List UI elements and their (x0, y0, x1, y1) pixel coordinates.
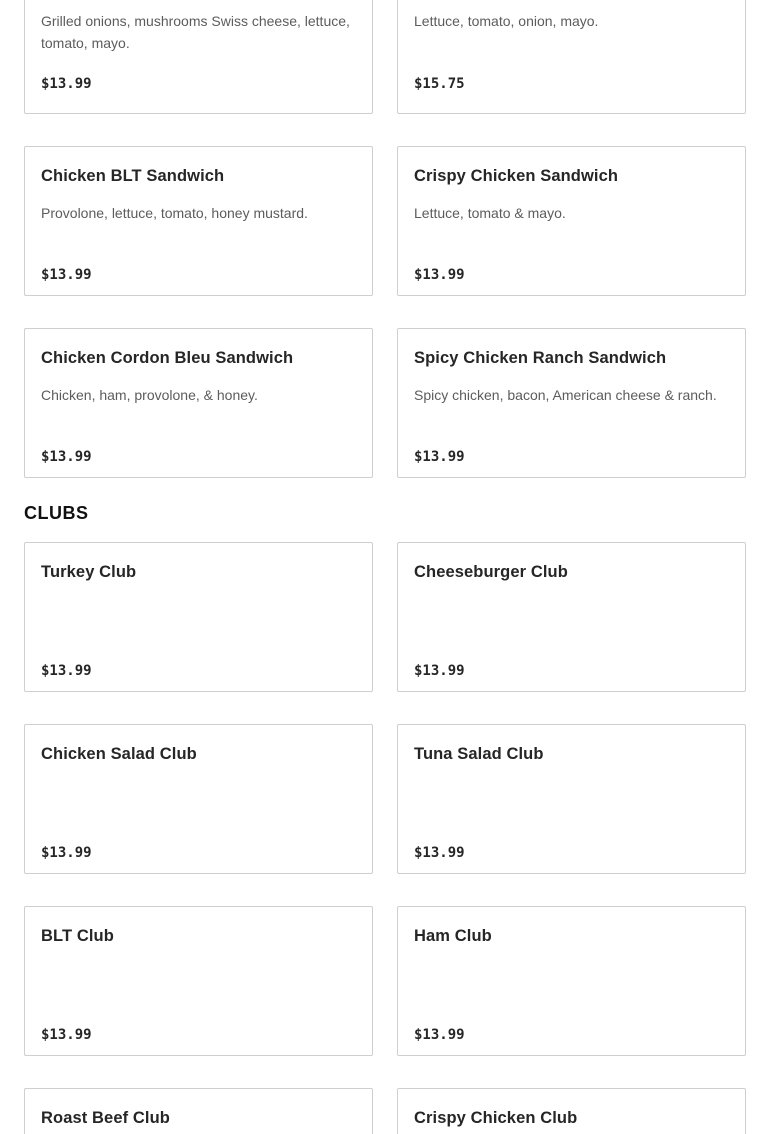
menu-item-price: $15.75 (414, 76, 465, 92)
menu-item-name: BLT Club (41, 927, 114, 945)
menu-item-name: Crispy Chicken Club (414, 1109, 578, 1127)
menu-item-card[interactable] (24, 0, 373, 114)
menu-item-price: $13.99 (414, 449, 465, 465)
menu-item-card[interactable] (397, 906, 746, 1056)
menu-item-price: $13.99 (41, 1027, 92, 1043)
menu-item-name: Tuna Salad Club (414, 745, 544, 763)
menu-item-card[interactable] (397, 724, 746, 874)
menu-item-price: $13.99 (414, 663, 465, 679)
menu-item-description: Grilled onions, mushrooms Swiss cheese, lettuce, tomato, mayo. (41, 13, 350, 51)
menu-item-price: $13.99 (414, 1027, 465, 1043)
menu-item-name: Ham Club (414, 927, 492, 945)
menu-item-card[interactable] (397, 146, 746, 296)
menu-item-name: Spicy Chicken Ranch Sandwich (414, 349, 667, 367)
menu-item-description: Spicy chicken, bacon, American cheese & ranch. (414, 387, 717, 403)
menu-item-card[interactable] (24, 724, 373, 874)
menu-item-description: Chicken, ham, provolone, & honey. (41, 387, 258, 403)
menu-item-price: $13.99 (414, 267, 465, 283)
menu-item-price: $13.99 (41, 663, 92, 679)
menu-item-name: Cheeseburger Club (414, 563, 568, 581)
menu-item-name: Roast Beef Club (41, 1109, 170, 1127)
menu-item-card[interactable] (397, 328, 746, 478)
menu-item-price: $13.99 (41, 845, 92, 861)
menu-item-price: $13.99 (414, 845, 465, 861)
menu-item-name: Turkey Club (41, 563, 137, 581)
menu-item-description: Provolone, lettuce, tomato, honey mustard. (41, 205, 308, 221)
menu-item-card[interactable] (24, 1088, 373, 1134)
menu-item-price: $13.99 (41, 449, 92, 465)
menu-item-card[interactable] (24, 146, 373, 296)
menu-item-price: $13.99 (41, 76, 92, 92)
menu-item-card[interactable] (24, 328, 373, 478)
menu-item-card[interactable] (397, 1088, 746, 1134)
menu-item-description: Lettuce, tomato, onion, mayo. (414, 13, 599, 29)
menu-item-card[interactable] (24, 906, 373, 1056)
menu-item-name: Chicken Cordon Bleu Sandwich (41, 349, 294, 367)
menu-item-name: Chicken Salad Club (41, 745, 197, 763)
menu-item-card[interactable] (24, 542, 373, 692)
menu-item-description: Lettuce, tomato & mayo. (414, 205, 566, 221)
menu-item-name: Crispy Chicken Sandwich (414, 167, 619, 185)
menu-item-card[interactable] (397, 0, 746, 114)
section-title-clubs: CLUBS (24, 503, 89, 523)
menu-item-price: $13.99 (41, 267, 92, 283)
menu-item-card[interactable] (397, 542, 746, 692)
menu-item-name: Chicken BLT Sandwich (41, 167, 225, 185)
